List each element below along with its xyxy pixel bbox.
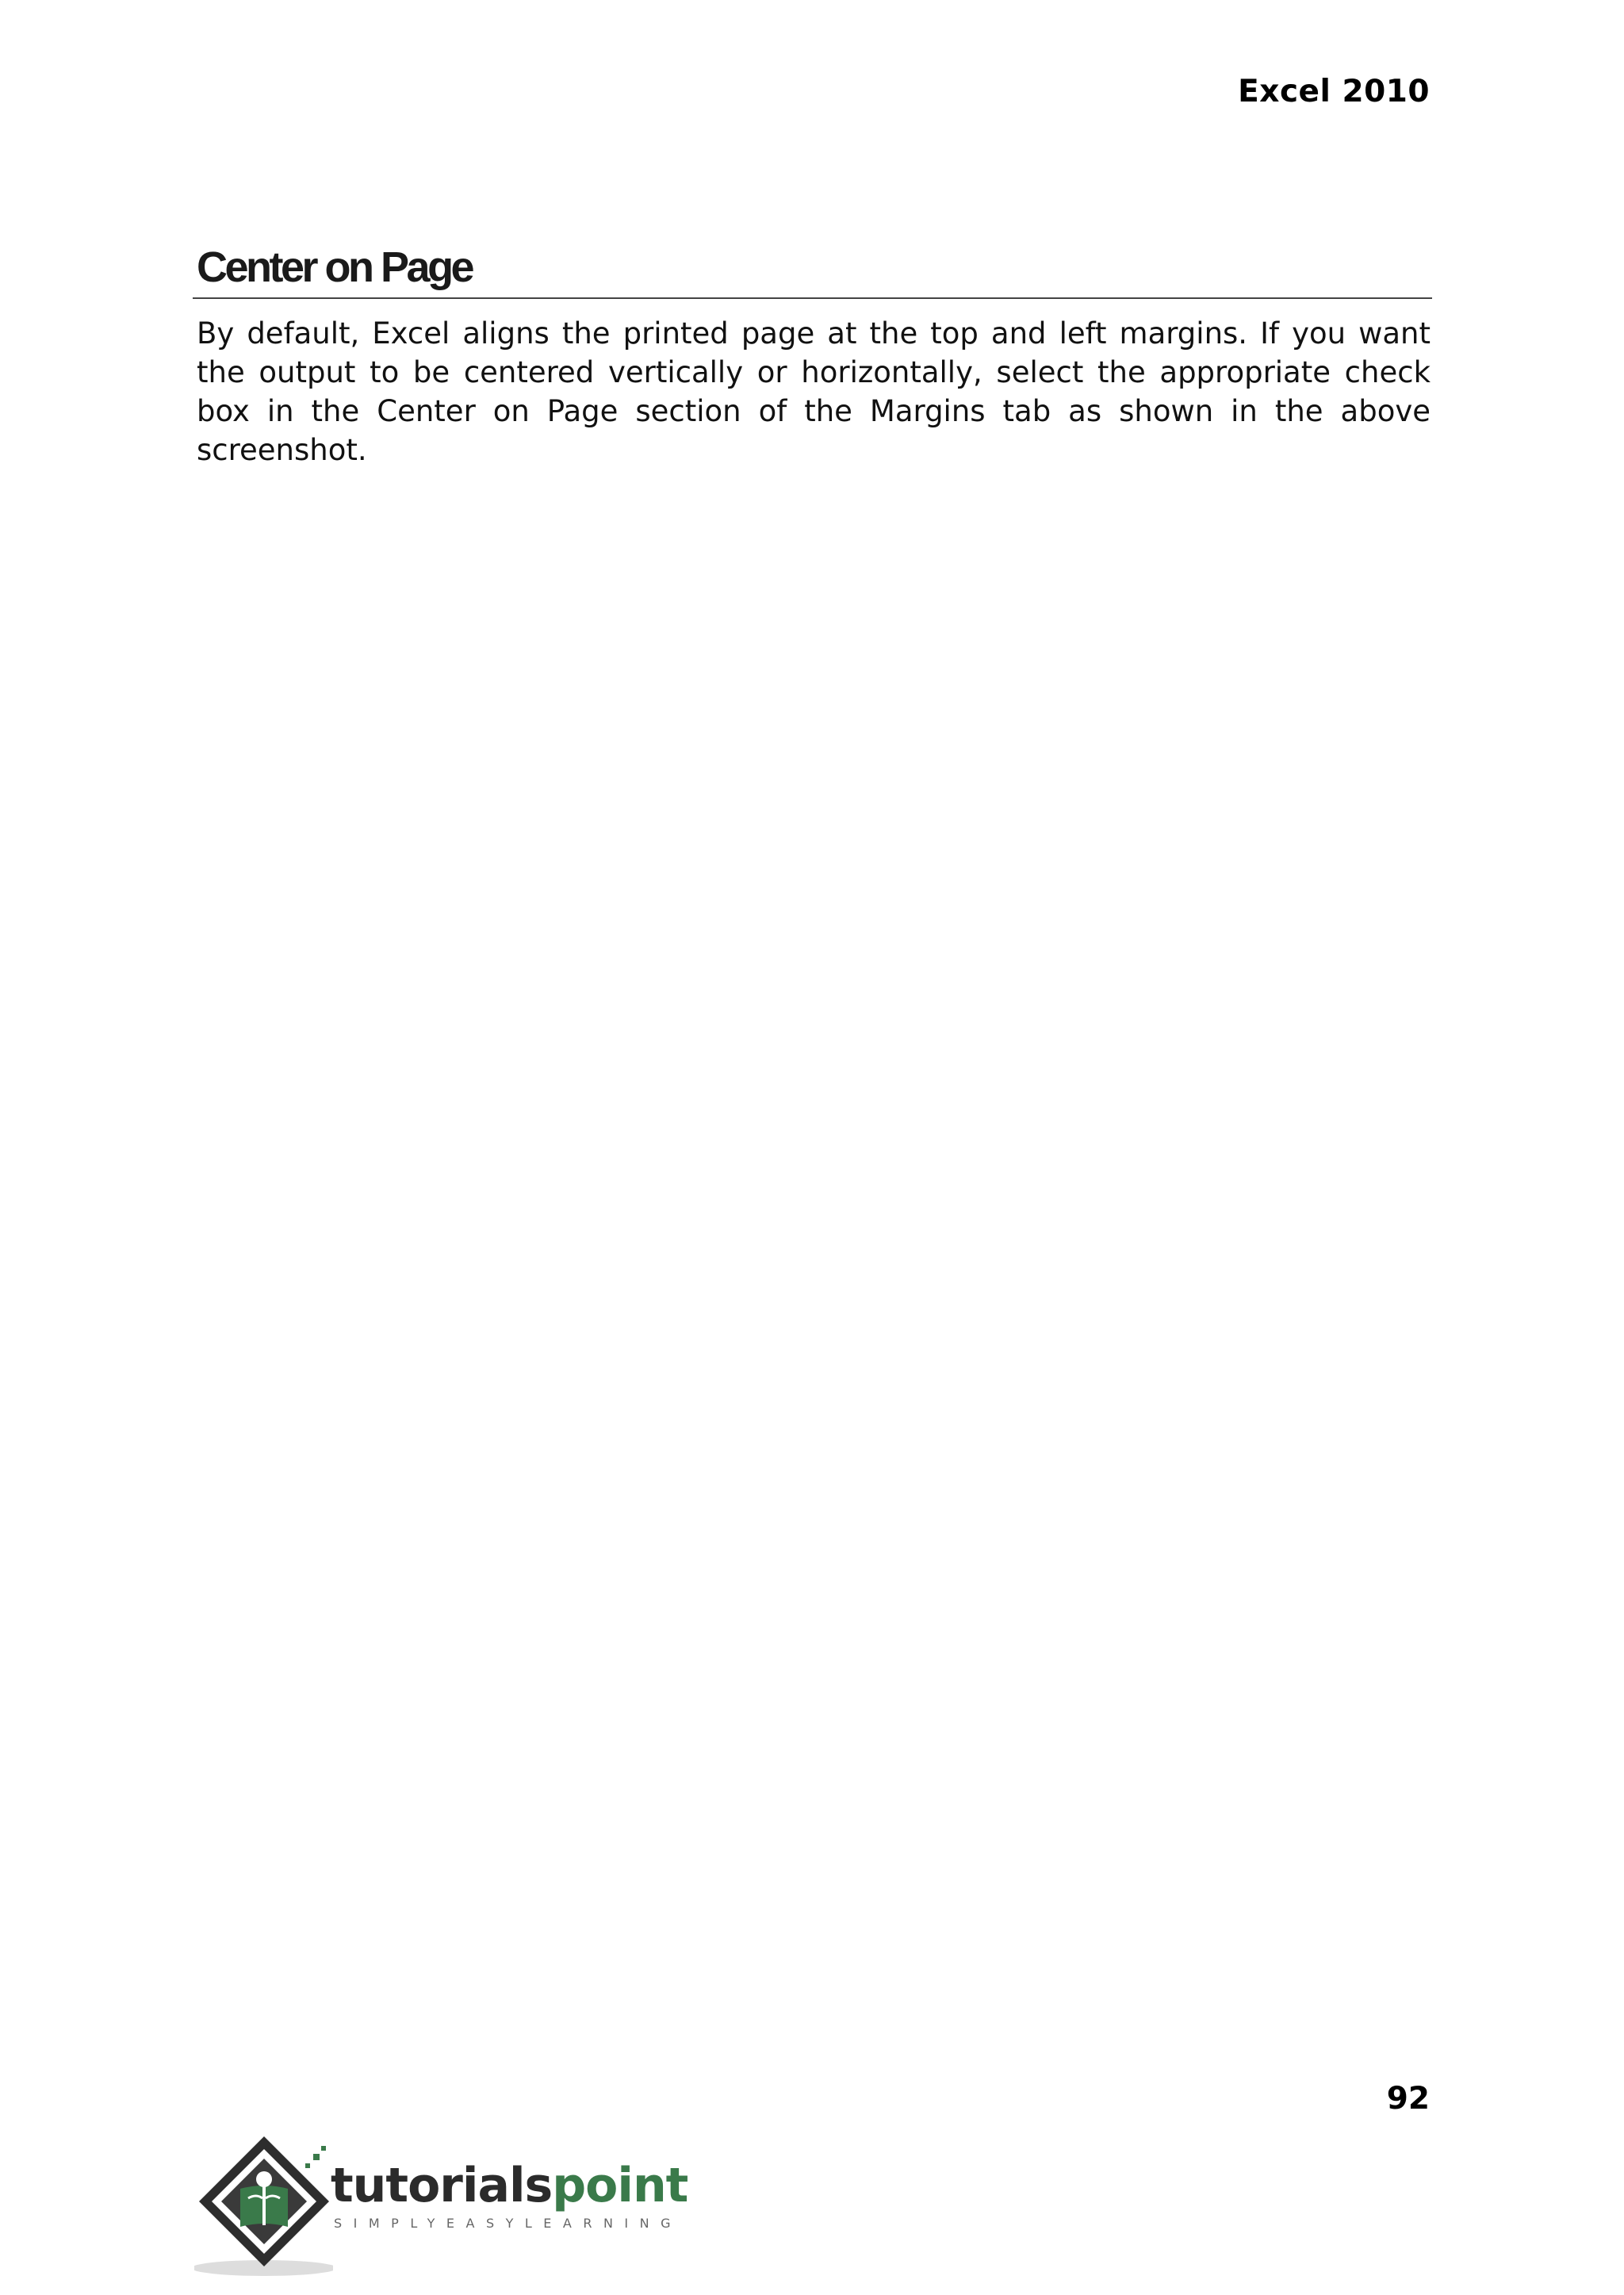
running-header-title: Excel 2010 — [1238, 74, 1430, 109]
logo-tagline: SIMPLYEASYLEARNING — [334, 2216, 683, 2231]
tutorialspoint-logo — [194, 2132, 688, 2282]
body-paragraph: By default, Excel aligns the printed page at the top and left margins. If you want the output to be centered vertically or horizontally, select the appropriate check box in the Center on Page section of the Margins tab as shown in the above screenshot. — [197, 316, 1431, 467]
logo-wordmark — [331, 2158, 688, 2213]
heading-divider — [193, 297, 1432, 299]
logo-word-part2: point — [552, 2158, 688, 2213]
tutorialspoint-logo-icon — [194, 2132, 333, 2282]
logo-word-part1: tutorials — [331, 2158, 553, 2213]
page-number: 92 — [1386, 2081, 1430, 2117]
section-heading: Center on Page — [197, 243, 473, 291]
